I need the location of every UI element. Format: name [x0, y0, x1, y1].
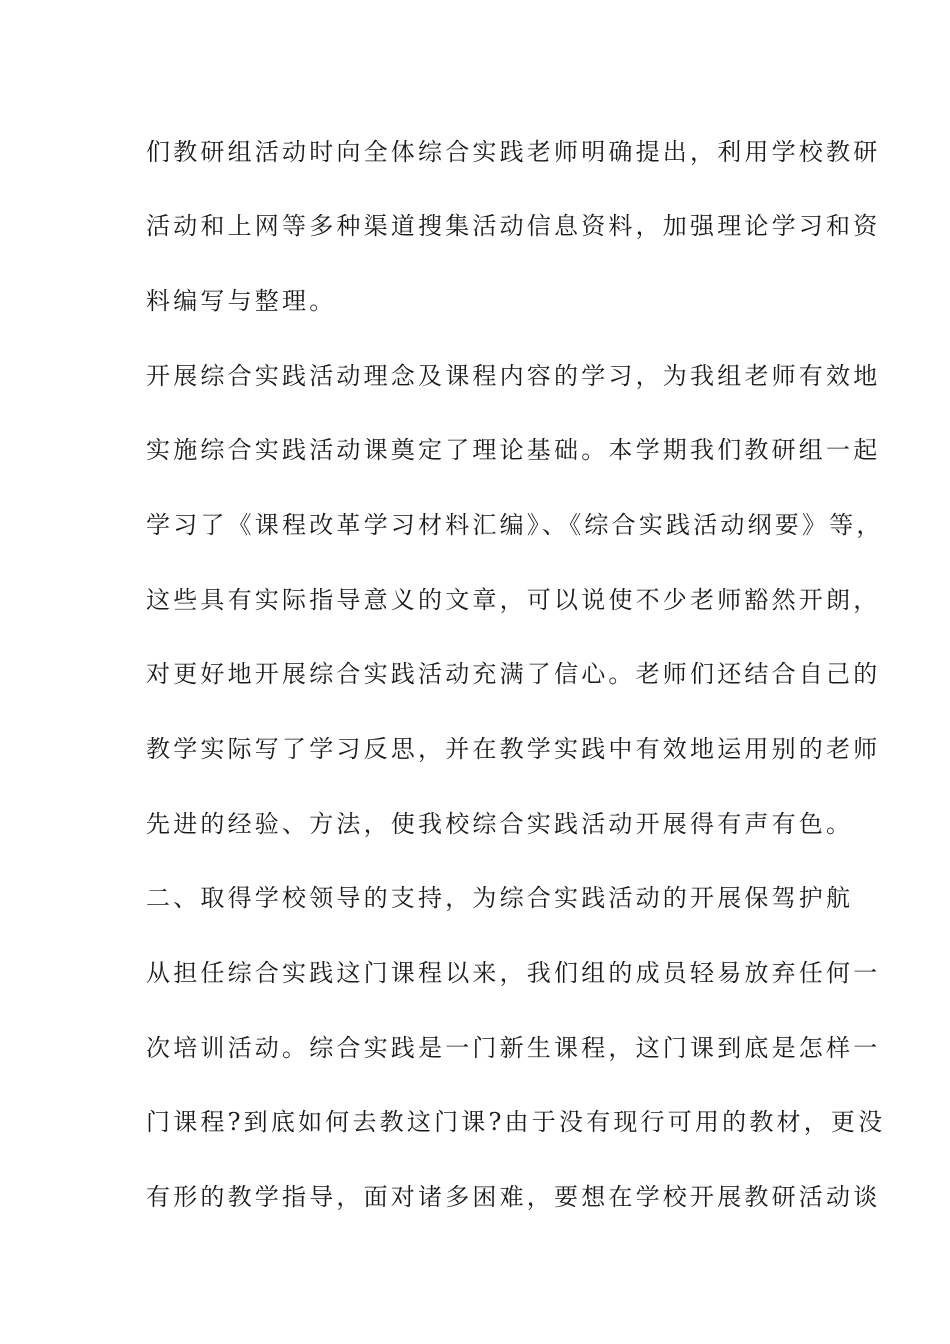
text-line: 次培训活动。综合实践是一门新生课程，这门课到底是怎样一 — [146, 1034, 881, 1062]
text-line: 教学实际写了学习反思，并在教学实践中有效地运用别的老师 — [146, 735, 881, 763]
text-line: 们教研组活动时向全体综合实践老师明确提出，利用学校教研 — [146, 138, 881, 166]
section-heading: 二、取得学校领导的支持，为综合实践活动的开展保驾护航 — [146, 884, 854, 912]
text-line: 对更好地开展综合实践活动充满了信心。老师们还结合自己的 — [146, 660, 881, 688]
text-line: 开展综合实践活动理念及课程内容的学习，为我组老师有效地 — [146, 362, 881, 390]
text-line: 实施综合实践活动课奠定了理论基础。本学期我们教研组一起 — [146, 436, 881, 464]
text-line: 先进的经验、方法，使我校综合实践活动开展得有声有色。 — [146, 810, 854, 838]
text-line: 这些具有实际指导意义的文章，可以说使不少老师豁然开朗， — [146, 586, 881, 614]
text-line: 从担任综合实践这门课程以来，我们组的成员轻易放弃任何一 — [146, 959, 881, 987]
text-line: 门课程?到底如何去教这门课?由于没有现行可用的教材，更没 — [146, 1108, 886, 1136]
text-line: 活动和上网等多种渠道搜集活动信息资料，加强理论学习和资 — [146, 212, 881, 240]
text-line: 有形的教学指导，面对诸多困难，要想在学校开展教研活动谈 — [146, 1183, 881, 1211]
text-line: 料编写与整理。 — [146, 287, 337, 315]
text-line: 学习了《课程改革学习材料汇编》、《综合实践活动纲要》等， — [146, 511, 884, 539]
